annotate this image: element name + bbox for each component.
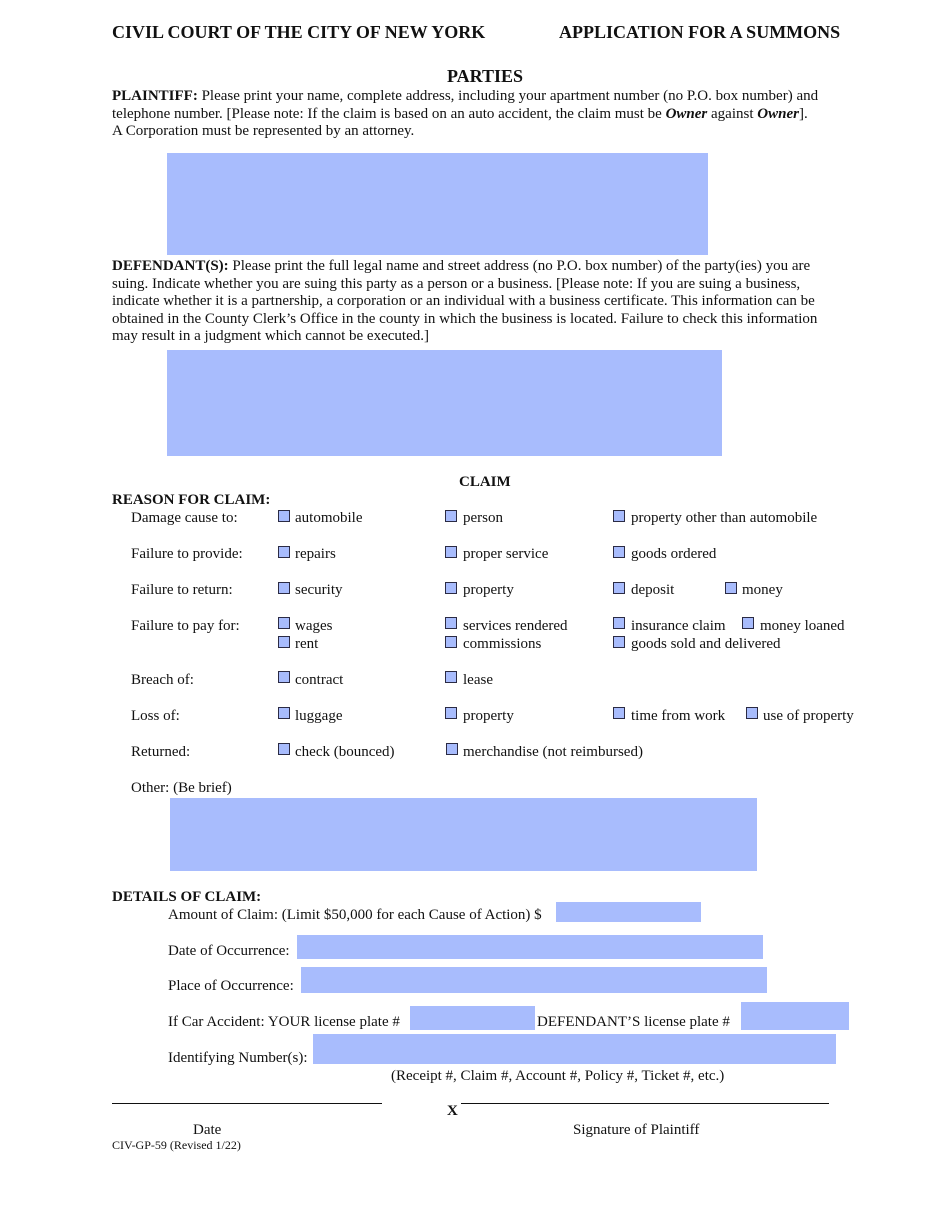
proper-service-checkbox[interactable] <box>445 546 457 558</box>
other-field[interactable] <box>170 798 757 871</box>
insurance-claim-checkbox[interactable] <box>613 617 625 629</box>
your-plate-field[interactable] <box>410 1006 535 1030</box>
returned-row-label: Returned: <box>131 744 191 760</box>
owner-emphasis-2: Owner <box>757 105 799 122</box>
defendant-field[interactable] <box>167 350 722 456</box>
deposit-checkbox[interactable] <box>613 582 625 594</box>
identifying-field[interactable] <box>313 1034 836 1064</box>
loss-property-label: property <box>463 708 514 724</box>
security-checkbox[interactable] <box>278 582 290 594</box>
property-other-checkbox[interactable] <box>613 510 625 522</box>
luggage-label: luggage <box>295 708 343 724</box>
court-name: CIVIL COURT OF THE CITY OF NEW YORK <box>112 22 486 42</box>
place-occurrence-field[interactable] <box>301 967 767 993</box>
details-heading: DETAILS OF CLAIM: <box>112 889 262 905</box>
signature-x-mark: X <box>447 1103 458 1119</box>
claim-heading: CLAIM <box>459 474 511 490</box>
money-checkbox[interactable] <box>725 582 737 594</box>
services-rendered-label: services rendered <box>463 618 568 634</box>
defendant-instructions <box>112 258 872 346</box>
time-from-work-checkbox[interactable] <box>613 707 625 719</box>
defendant-text-5: may result in a judgment which cannot be executed.] <box>112 328 429 344</box>
use-of-property-label: use of property <box>763 708 854 724</box>
pay-row-label: Failure to pay for: <box>131 618 240 634</box>
rent-checkbox[interactable] <box>278 636 290 648</box>
form-title: APPLICATION FOR A SUMMONS <box>559 22 841 42</box>
amount-label: Amount of Claim: (Limit $50,000 for each Cause of Action) $ <box>168 907 542 923</box>
check-bounced-label: check (bounced) <box>295 744 395 760</box>
form-code: CIV-GP-59 (Revised 1/22) <box>112 1138 241 1152</box>
person-checkbox[interactable] <box>445 510 457 522</box>
luggage-checkbox[interactable] <box>278 707 290 719</box>
plaintiff-label: PLAINTIFF: <box>112 88 198 104</box>
defendant-label: DEFENDANT(S): <box>112 258 229 274</box>
signature-line[interactable] <box>461 1103 829 1104</box>
plaintiff-text-2c: ]. <box>798 105 808 122</box>
plaintiff-text-2a: telephone number. [Please note: If the claim is based on an auto accident, the claim must be <box>112 105 666 122</box>
lease-label: lease <box>463 672 493 688</box>
security-label: security <box>295 582 343 598</box>
merchandise-label: merchandise (not reimbursed) <box>463 744 643 760</box>
signature-label: Signature of Plaintiff <box>573 1122 700 1138</box>
automobile-checkbox[interactable] <box>278 510 290 522</box>
defendant-text-1: Please print the full legal name and street address (no P.O. box number) of the party(ies) you are <box>232 258 811 274</box>
parties-heading: PARTIES <box>446 66 524 86</box>
your-plate-label: If Car Accident: YOUR license plate # <box>168 1014 400 1030</box>
return-property-checkbox[interactable] <box>445 582 457 594</box>
defendant-text-3: indicate whether it is a partnership, a corporation or an individual with a business certificate. This information can be <box>112 293 815 309</box>
loss-row-label: Loss of: <box>131 708 180 724</box>
plaintiff-instructions <box>112 88 872 141</box>
date-occurrence-field[interactable] <box>297 935 763 959</box>
person-label: person <box>463 510 503 526</box>
defendant-text-4: obtained in the County Clerk’s Office in the county in which the business is located. Failure to check this information <box>112 310 818 327</box>
use-of-property-checkbox[interactable] <box>746 707 758 719</box>
property-other-label: property other than automobile <box>631 510 818 526</box>
merchandise-checkbox[interactable] <box>446 743 458 755</box>
goods-sold-checkbox[interactable] <box>613 636 625 648</box>
goods-ordered-checkbox[interactable] <box>613 546 625 558</box>
contract-label: contract <box>295 672 344 688</box>
check-bounced-checkbox[interactable] <box>278 743 290 755</box>
amount-field[interactable] <box>556 902 701 922</box>
plaintiff-text-3: A Corporation must be represented by an attorney. <box>112 123 415 139</box>
loss-property-checkbox[interactable] <box>445 707 457 719</box>
contract-checkbox[interactable] <box>278 671 290 683</box>
commissions-checkbox[interactable] <box>445 636 457 648</box>
time-from-work-label: time from work <box>631 708 726 724</box>
money-loaned-checkbox[interactable] <box>742 617 754 629</box>
services-rendered-checkbox[interactable] <box>445 617 457 629</box>
damage-row-label: Damage cause to: <box>131 510 238 526</box>
plaintiff-field[interactable] <box>167 153 708 255</box>
owner-emphasis-1: Owner <box>665 105 708 122</box>
date-label: Date <box>193 1122 222 1138</box>
place-occurrence-label: Place of Occurrence: <box>168 978 294 994</box>
repairs-label: repairs <box>295 546 336 562</box>
defendant-plate-field[interactable] <box>741 1002 849 1030</box>
repairs-checkbox[interactable] <box>278 546 290 558</box>
defendant-text-2: suing. Indicate whether you are suing this party as a person or a business. [Please note: If you are suing a business, <box>112 275 801 292</box>
reason-heading: REASON FOR CLAIM: <box>112 492 271 508</box>
automobile-label: automobile <box>295 510 363 526</box>
plaintiff-text-1: Please print your name, complete address, including your apartment number (no P.O. box number) and <box>201 88 819 104</box>
commissions-label: commissions <box>463 636 542 652</box>
wages-label: wages <box>295 618 333 634</box>
lease-checkbox[interactable] <box>445 671 457 683</box>
money-label: money <box>742 582 783 598</box>
deposit-label: deposit <box>631 582 675 598</box>
other-label: Other: (Be brief) <box>131 780 232 796</box>
provide-row-label: Failure to provide: <box>131 546 243 562</box>
identifying-label: Identifying Number(s): <box>168 1050 308 1066</box>
rent-label: rent <box>295 636 319 652</box>
goods-ordered-label: goods ordered <box>631 546 717 562</box>
return-row-label: Failure to return: <box>131 582 233 598</box>
return-property-label: property <box>463 582 514 598</box>
goods-sold-label: goods sold and delivered <box>631 636 781 652</box>
insurance-claim-label: insurance claim <box>631 618 726 634</box>
wages-checkbox[interactable] <box>278 617 290 629</box>
money-loaned-label: money loaned <box>760 618 845 634</box>
date-occurrence-label: Date of Occurrence: <box>168 943 290 959</box>
date-line[interactable] <box>112 1103 382 1104</box>
proper-service-label: proper service <box>463 546 549 562</box>
breach-row-label: Breach of: <box>131 672 194 688</box>
plaintiff-text-2b: against <box>707 105 758 122</box>
defendant-plate-label: DEFENDANT’S license plate # <box>537 1014 730 1030</box>
identifying-hint: (Receipt #, Claim #, Account #, Policy #, Ticket #, etc.) <box>391 1068 725 1084</box>
